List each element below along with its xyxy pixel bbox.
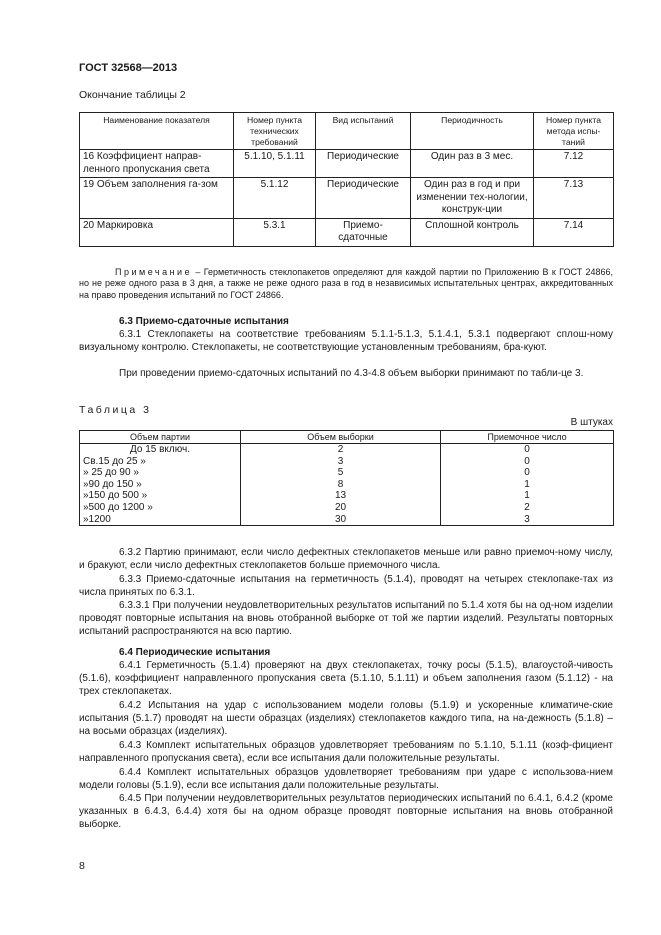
paragraph-6-4-2: 6.4.2 Испытания на удар с использованием модели головы (5.1.9) и ускоренные климатиче-ские испытания (5.1.7) проводят на шести образцах (изделиях) стеклопакетов каждого типа, на на-дежность (5.1.8) – на восьми образцах (изделиях). [79, 700, 613, 738]
table-cell: 1 [441, 479, 614, 491]
table-row [80, 490, 614, 502]
table-cell: 0 [441, 444, 614, 456]
table-cell: 0 [441, 456, 614, 468]
table3 [79, 430, 614, 526]
section-heading-6-3: 6.3 Приемо-сдаточные испытания [119, 316, 289, 327]
table-row [80, 479, 614, 491]
table2-note [79, 267, 613, 301]
table2-col-header: Номер пункта технических требований [234, 113, 316, 150]
table3-caption: Таблица 3 [79, 404, 152, 416]
table-cell: Один раз в год и при изменении тех-нологии, конструк-ции [411, 178, 534, 219]
table-row [80, 467, 614, 479]
table-row [80, 456, 614, 468]
table3-col-header: Объем партии [80, 431, 241, 444]
note-text: – Герметичность стеклопакетов определяют для каждой партии по Приложению В к ГОСТ 24866, но не реже одного раза в 3 дня, а также не реже одного раза в год в независимых испытательных центрах, аккредитованных на право проведения испытаний по ГОСТ 24866. [79, 267, 613, 300]
table-cell: 20 Маркировка [80, 218, 234, 246]
table-cell: 0 [441, 467, 614, 479]
table-cell: 3 [441, 514, 614, 526]
table-cell: Сплошной контроль [411, 218, 534, 246]
table-cell: 5 [241, 467, 441, 479]
table-cell: 7.12 [534, 150, 614, 178]
table2-col-header: Наименование показателя [80, 113, 234, 150]
table-cell: Один раз в 3 мес. [411, 150, 534, 178]
table3-unit: В штуках [570, 417, 613, 428]
table2-col-header: Номер пункта метода испы-таний [534, 113, 614, 150]
table-cell: 5.3.1 [234, 218, 316, 246]
table-cell: »150 до 500 » [80, 490, 241, 502]
table-cell: » 25 до 90 » [80, 467, 241, 479]
note-label: Примечание [115, 267, 193, 277]
table-cell: 1 [441, 490, 614, 502]
table-cell: 20 [241, 502, 441, 514]
table-row [80, 502, 614, 514]
table-cell: »500 до 1200 » [80, 502, 241, 514]
table-row [80, 514, 614, 526]
paragraph-6-4-1: 6.4.1 Герметичность (5.1.4) проверяют на двух стеклопакетах, точку росы (5.1.5), влагоустой-чивость (5.1.6), коэффициент направленного пропускания света (5.1.10, 5.1.11) и объем заполнения газом (5.1.12) - на трех стеклопакетах. [79, 660, 613, 698]
table-cell: 2 [441, 502, 614, 514]
document-header: ГОСТ 32568—2013 [79, 62, 178, 74]
table-cell: 30 [241, 514, 441, 526]
table-cell: 7.13 [534, 178, 614, 219]
table-cell: »90 до 150 » [80, 479, 241, 491]
table-cell: Приемо-сдаточные [316, 218, 411, 246]
table-cell: 8 [241, 479, 441, 491]
table2-caption: Окончание таблицы 2 [79, 89, 186, 101]
table-cell: 7.14 [534, 218, 614, 246]
table-cell: Периодические [316, 150, 411, 178]
table2-col-header: Вид испытаний [316, 113, 411, 150]
table-cell: 5.1.12 [234, 178, 316, 219]
table-cell: 16 Коэффициент направ-ленного пропускания света [80, 150, 234, 178]
paragraph-6-3-3: 6.3.3 Приемо-сдаточные испытания на герметичность (5.1.4), проводят на четырех стеклопакe-тах из числа принятых по 6.3.1. [79, 574, 613, 599]
table2-col-header: Периодичность [411, 113, 534, 150]
paragraph-6-3-1-table3: При проведении приемо-сдаточных испытаний по 4.3-4.8 объем выборки принимают по табли-це 3. [119, 368, 584, 379]
paragraph-6-3-3-1: 6.3.3.1 При получении неудовлетворительных результатов испытаний по 5.1.4 хотя бы на од-ном изделии проводят повторные испытания на вновь отобранной выборке от той же партии изделий. Результаты повторных испытаний распространяются на всю партию. [79, 600, 613, 638]
table-cell: 19 Объем заполнения га-зом [80, 178, 234, 219]
table3-col-header: Приемочное число [441, 431, 614, 444]
table-cell: »1200 [80, 514, 241, 526]
table-row [80, 178, 614, 219]
table-row [80, 218, 614, 246]
table2 [79, 112, 614, 247]
paragraph-6-4-5: 6.4.5 При получении неудовлетворительных результатов периодических испытаний по 6.4.1, 6.4.2 (кроме указанных в 6.4.3, 6.4.4) хотя бы на одном образце проводят повторные испытания на вновь отобранной выборке. [79, 793, 613, 831]
table-cell: 13 [241, 490, 441, 502]
table-cell: 3 [241, 456, 441, 468]
page-number: 8 [79, 860, 85, 872]
table-row [80, 150, 614, 178]
table-cell: Периодические [316, 178, 411, 219]
table-cell: 2 [241, 444, 441, 456]
section-heading-6-4: 6.4 Периодические испытания [119, 647, 271, 658]
table2-header-row [80, 113, 614, 150]
table3-header-row [80, 431, 614, 444]
table-cell: Св.15 до 25 » [80, 456, 241, 468]
paragraph-6-4-3: 6.4.3 Комплект испытательных образцов удовлетворяет требованиям по 5.1.10, 5.1.11 (коэф-фициент направленного пропускания света), если все испытания дали положительные результаты. [79, 740, 613, 765]
table-row [80, 444, 614, 456]
table3-col-header: Объем выборки [241, 431, 441, 444]
paragraph-6-3-1: 6.3.1 Стеклопакеты на соответствие требованиям 5.1.1-5.1.3, 5.1.4.1, 5.3.1 подвергают сплош-ному визуальному контролю. Стеклопакеты, не соответствующие установленным требованиям, бра-куют. [79, 329, 613, 354]
table-cell: 5.1.10, 5.1.11 [234, 150, 316, 178]
paragraph-6-4-4: 6.4.4 Комплект испытательных образцов удовлетворяет требованиям при ударе с использова-нием модели головы (5.1.9), если все испытания дали положительные результаты. [79, 767, 613, 792]
paragraph-6-3-2: 6.3.2 Партию принимают, если число дефектных стеклопакетов меньше или равно приемоч-ному числу, и бракуют, если число дефектных стеклопакетов больше приемочного числа. [79, 547, 613, 572]
table-cell: До 15 включ. [80, 444, 241, 456]
